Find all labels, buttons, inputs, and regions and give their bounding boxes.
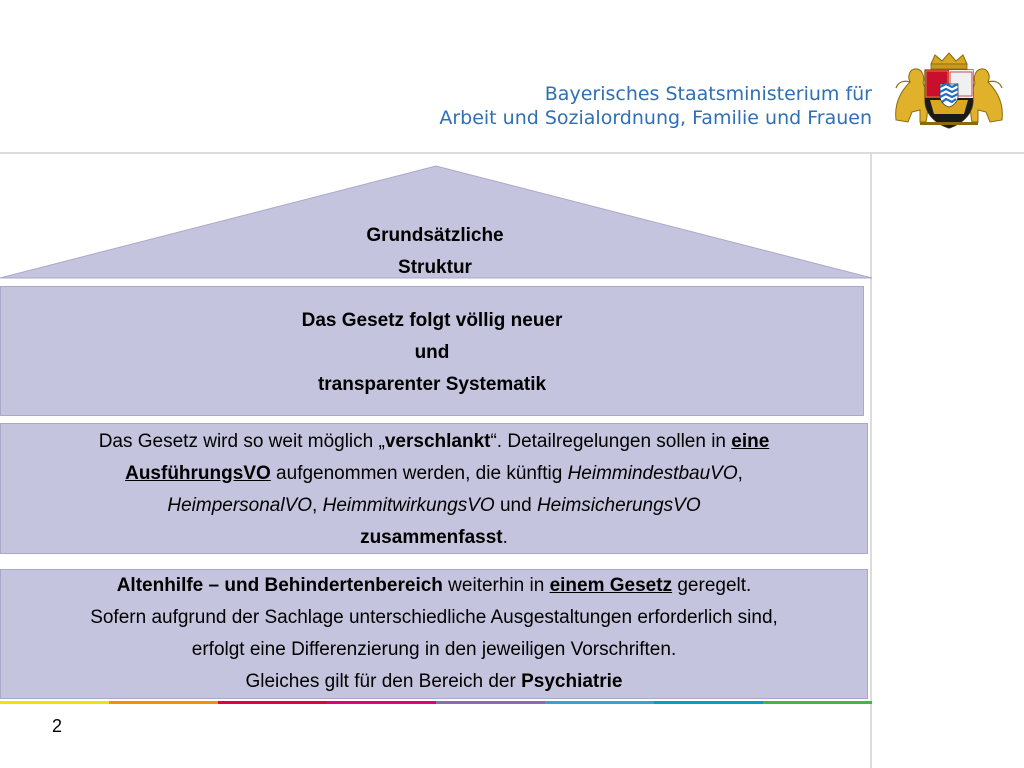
systematics-box <box>0 286 864 416</box>
rainbow-segment <box>0 701 109 704</box>
streamlining-line-1 <box>9 426 859 458</box>
ministry-line-1: Bayerisches Staatsministerium für <box>544 83 872 105</box>
scope-line-4 <box>5 666 863 698</box>
text-segment: geregelt. <box>672 575 752 596</box>
regulation-name: HeimpersonalVO <box>167 495 313 516</box>
header <box>0 0 1024 152</box>
roof-title-line-1: Grundsätzliche <box>366 225 504 246</box>
rainbow-segment <box>654 701 763 704</box>
text-segment: Das Gesetz wird so weit möglich „ <box>98 431 385 452</box>
rainbow-segment <box>218 701 327 704</box>
rainbow-segment <box>763 701 872 704</box>
rainbow-segment <box>545 701 654 704</box>
footer-rainbow-bar <box>0 701 872 704</box>
roof-title <box>250 220 620 284</box>
streamlining-line-3 <box>9 490 859 522</box>
emphasis-text: AusführungsVO <box>125 463 271 484</box>
text-segment: aufgenommen werden, die künftig <box>270 463 568 484</box>
emphasis-text: Psychiatrie <box>521 671 623 692</box>
text-segment: Gleiches gilt für den Bereich der <box>245 671 522 692</box>
emphasis-text: einem Gesetz <box>549 575 673 596</box>
page-number: 2 <box>52 716 63 736</box>
scope-box <box>0 569 868 699</box>
streamlining-line-2 <box>9 458 859 490</box>
systematics-line-2: und <box>414 342 450 363</box>
text-segment: “. Detailregelungen sollen in <box>490 431 732 452</box>
systematics-line-1: Das Gesetz folgt völlig neuer <box>301 310 563 331</box>
scope-line-1 <box>5 570 863 602</box>
rainbow-segment <box>436 701 545 704</box>
emphasis-text: eine <box>731 431 770 452</box>
scope-line-2: Sofern aufgrund der Sachlage unterschiedliche Ausgestaltungen erforderlich sind, <box>90 607 778 628</box>
emphasis-text: verschlankt <box>384 431 491 452</box>
emphasis-text: zusammenfasst <box>360 527 503 548</box>
text-segment: , <box>737 463 743 484</box>
text-segment: , <box>312 495 323 516</box>
rainbow-segment <box>109 701 218 704</box>
regulation-name: HeimmitwirkungsVO <box>322 495 495 516</box>
text-segment: und <box>494 495 537 516</box>
rainbow-segment <box>327 701 436 704</box>
streamlining-line-4 <box>9 522 859 554</box>
regulation-name: HeimsicherungsVO <box>536 495 701 516</box>
ministry-line-2: Arbeit und Sozialordnung, Familie und Frauen <box>439 107 872 129</box>
text-segment: weiterhin in <box>442 575 550 596</box>
systematics-line-3: transparenter Systematik <box>317 374 547 395</box>
ministry-name <box>439 82 872 130</box>
emphasis-text: Altenhilfe – und Behindertenbereich <box>116 575 443 596</box>
regulation-name: HeimmindestbauVO <box>567 463 738 484</box>
roof-title-line-2: Struktur <box>398 257 472 278</box>
scope-line-3: erfolgt eine Differenzierung in den jeweiligen Vorschriften. <box>191 639 677 660</box>
text-segment: . <box>502 527 508 548</box>
streamlining-box <box>0 423 868 554</box>
bavarian-coat-of-arms-icon <box>890 52 1008 130</box>
